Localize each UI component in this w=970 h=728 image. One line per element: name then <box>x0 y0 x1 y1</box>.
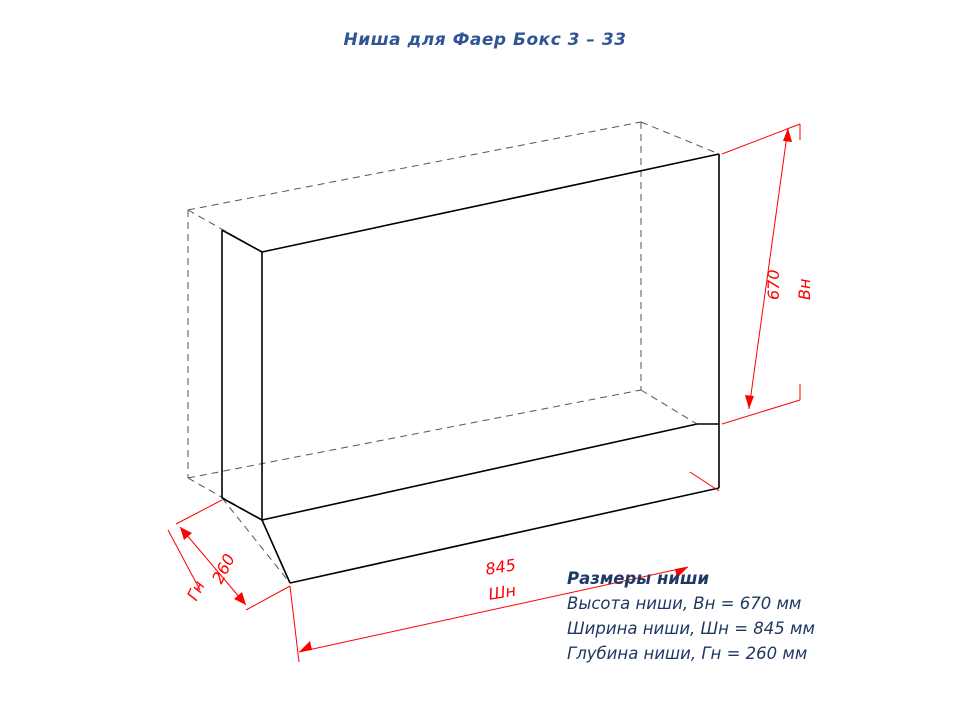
ext-width-right <box>690 472 719 491</box>
dimension-height-symbol: Вн <box>795 278 814 300</box>
ext-height-bottom <box>722 400 800 424</box>
legend-heading: Размеры ниши <box>567 569 710 588</box>
legend-line-width: Ширина ниши, Шн = 845 мм <box>567 619 815 638</box>
legend-line-height: Высота ниши, Вн = 670 мм <box>567 594 802 613</box>
dimension-depth-symbol: Гн <box>183 577 209 604</box>
ext-depth-top <box>176 500 222 524</box>
dimension-depth-value: 260 <box>208 550 239 587</box>
niche-outline <box>222 154 719 583</box>
ext-width-left <box>290 586 299 662</box>
hidden-edges <box>188 122 719 583</box>
page-title: Ниша для Фаер Бокс 3 – 33 <box>343 30 627 50</box>
dimension-height-value: 670 <box>764 269 783 300</box>
legend-line-depth: Глубина ниши, Гн = 260 мм <box>567 644 808 663</box>
legend-block <box>567 566 815 666</box>
dimension-width-symbol: Шн <box>487 580 518 604</box>
dimension-width-value: 845 <box>484 555 518 579</box>
ext-depth-bottom <box>246 586 290 610</box>
